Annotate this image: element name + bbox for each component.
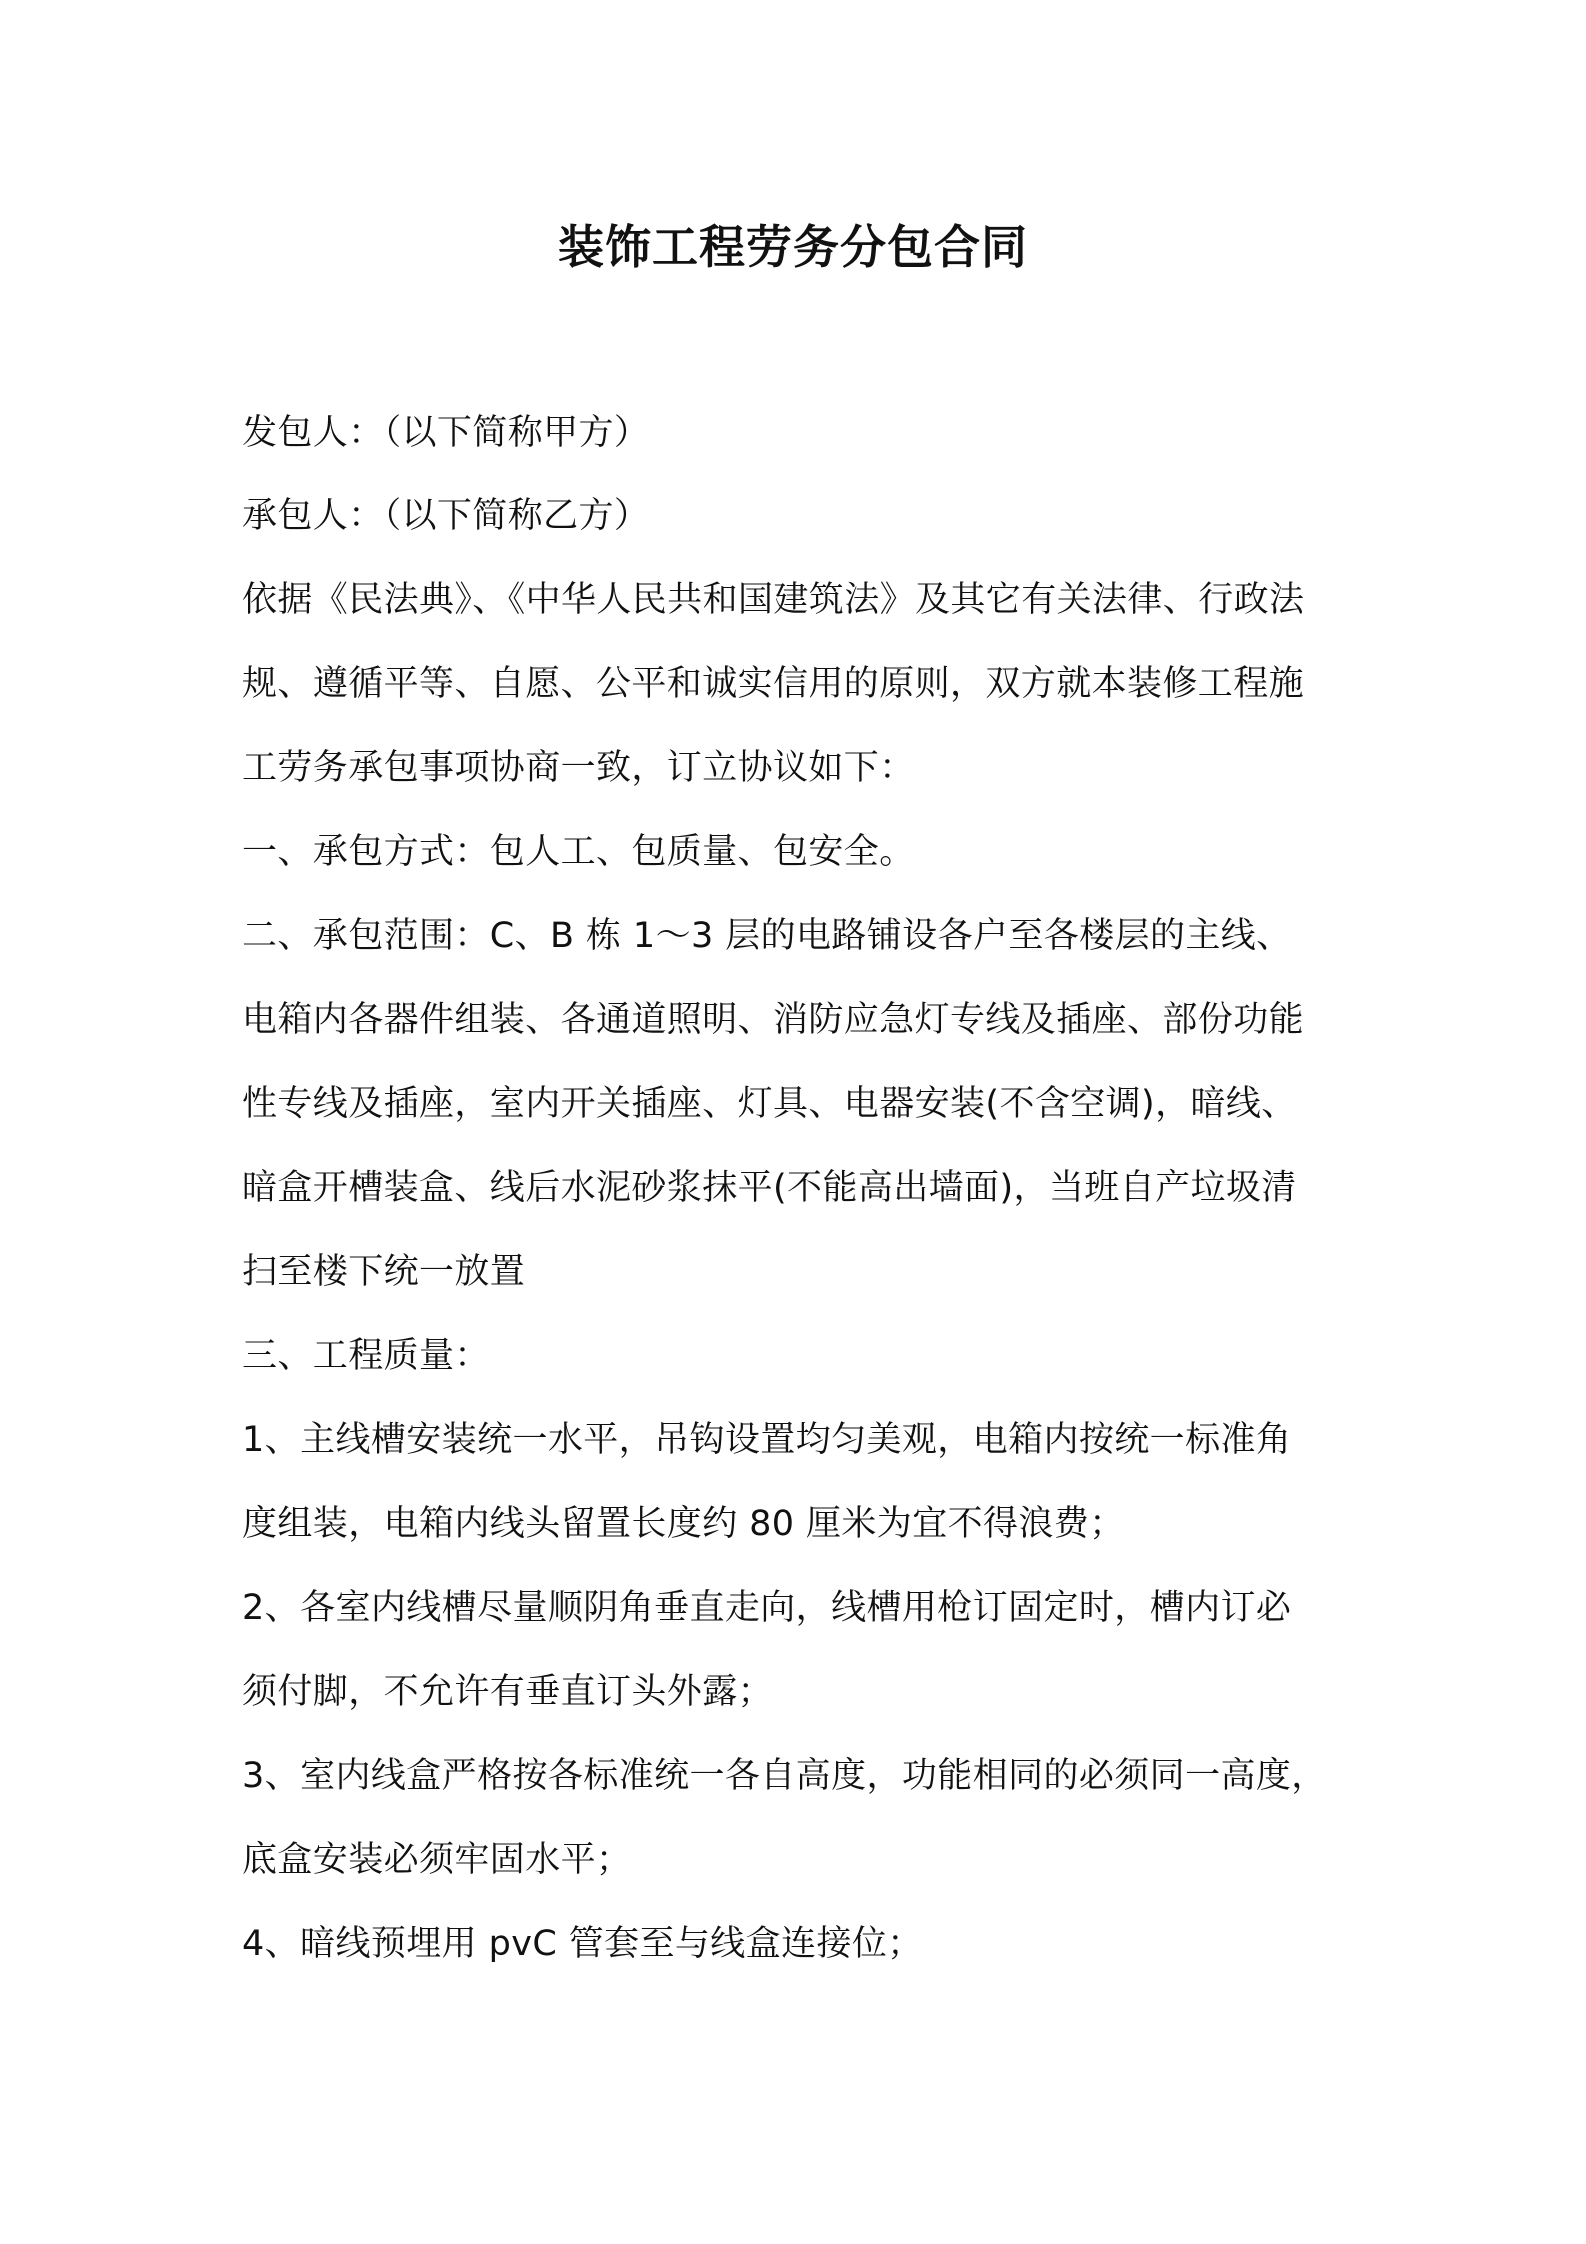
section-heading-2: 二、承包范围：C、B 栋 1～3 层的电路铺设各户至各楼层的主线、 xyxy=(242,916,1292,956)
body-text-line: 扫至楼下统一放置 xyxy=(242,1252,526,1292)
body-text-line: 底盒安装必须牢固水平； xyxy=(242,1840,632,1880)
list-item-3: 3、室内线盒严格按各标准统一各自高度，功能相同的必须同一高度， xyxy=(242,1756,1327,1796)
list-item-4: 4、暗线预埋用 pvC 管套至与线盒连接位； xyxy=(242,1924,923,1964)
document-title: 装饰工程劳务分包合同 xyxy=(558,220,1028,274)
body-text-line: 依据《民法典》、《中华人民共和国建筑法》及其它有关法律、行政法 xyxy=(242,580,1305,620)
body-text-line: 工劳务承包事项协商一致，订立协议如下： xyxy=(242,748,915,788)
party-a-line: 发包人：（以下简称甲方） xyxy=(242,413,650,453)
party-b-line: 承包人：（以下简称乙方） xyxy=(242,496,650,536)
list-item-1: 1、主线槽安装统一水平，吊钩设置均匀美观，电箱内按统一标准角 xyxy=(242,1420,1292,1460)
body-text-line: 度组装，电箱内线头留置长度约 80 厘米为宜不得浪费； xyxy=(242,1504,1125,1544)
body-text-line: 暗盒开槽装盒、线后水泥砂浆抹平(不能高出墙面)，当班自产垃圾清 xyxy=(242,1168,1297,1208)
list-item-2: 2、各室内线槽尽量顺阴角垂直走向，线槽用枪订固定时，槽内订必 xyxy=(242,1588,1292,1628)
section-heading-3: 三、工程质量： xyxy=(242,1336,490,1376)
body-text-line: 性专线及插座，室内开关插座、灯具、电器安装(不含空调)，暗线、 xyxy=(242,1084,1297,1124)
body-text-line: 规、遵循平等、自愿、公平和诚实信用的原则，双方就本装修工程施 xyxy=(242,664,1305,704)
section-heading-1: 一、承包方式：包人工、包质量、包安全。 xyxy=(242,832,915,872)
body-text-line: 须付脚，不允许有垂直订头外露； xyxy=(242,1672,774,1712)
body-text-line: 电箱内各器件组装、各通道照明、消防应急灯专线及插座、部份功能 xyxy=(242,1000,1305,1040)
